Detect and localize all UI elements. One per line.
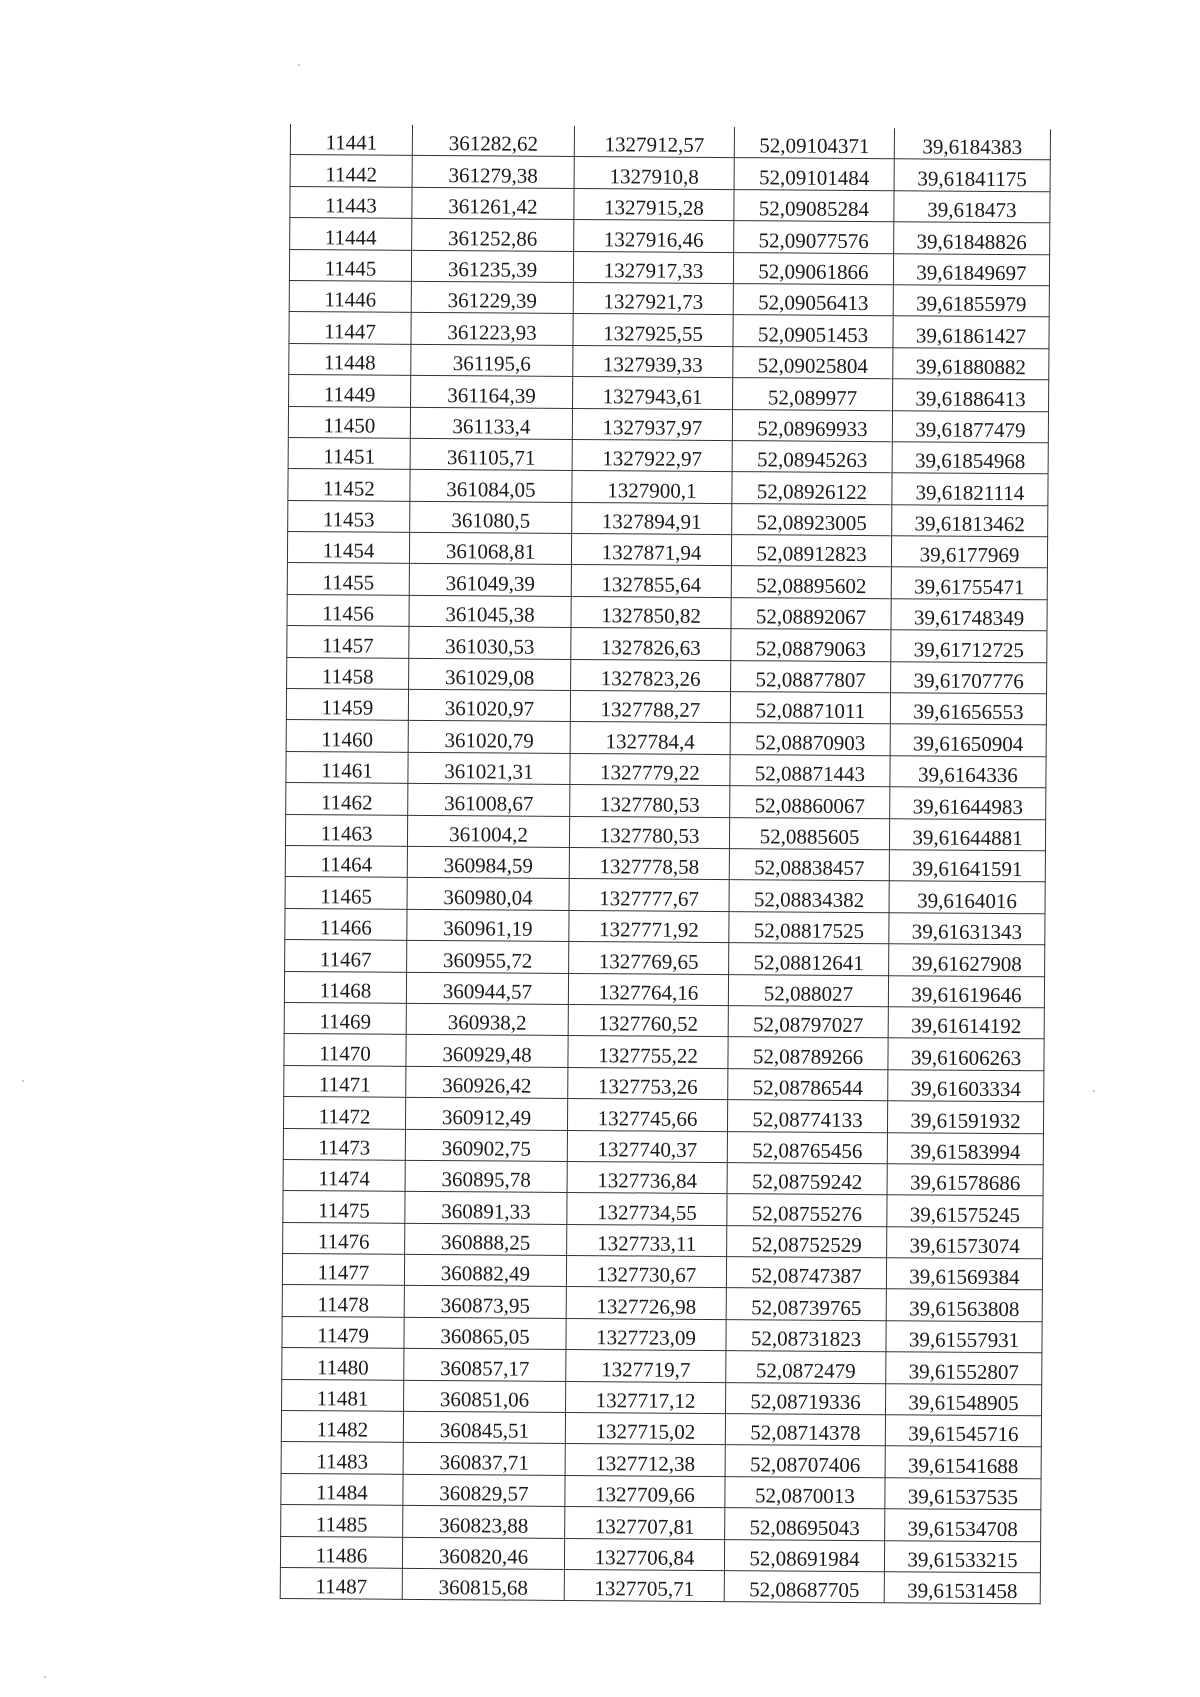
point-number-cell: 11478 [282,1285,404,1317]
y-coordinate-cell: 1327788,27 [570,691,730,724]
point-number-cell: 11449 [289,375,411,407]
table-row [287,657,1047,694]
latitude-cell: 52,0872479 [726,1351,886,1384]
point-number-cell: 11476 [283,1222,405,1254]
table-row [281,1473,1041,1510]
point-number-cell: 11479 [282,1316,404,1348]
y-coordinate-cell: 1327779,22 [570,753,730,786]
longitude-cell: 39,618473 [894,190,1050,222]
x-coordinate-cell: 360837,71 [403,1443,565,1476]
latitude-cell: 52,09056413 [733,284,893,317]
latitude-cell: 52,09051453 [733,315,893,348]
x-coordinate-cell: 361084,05 [410,470,572,503]
x-coordinate-cell: 360815,68 [402,1568,564,1601]
latitude-cell: 52,08765456 [727,1131,887,1164]
table-row [290,155,1050,192]
y-coordinate-cell: 1327894,91 [572,502,732,535]
y-coordinate-cell: 1327915,28 [574,188,734,221]
table-row [285,814,1045,851]
y-coordinate-cell: 1327925,55 [573,314,733,347]
x-coordinate-cell: 361004,2 [407,815,569,848]
y-coordinate-cell: 1327705,71 [564,1569,724,1602]
point-number-cell: 11442 [290,155,412,187]
point-number-cell: 11463 [285,814,407,846]
point-number-cell: 11484 [281,1473,403,1505]
x-coordinate-cell: 360873,95 [404,1286,566,1319]
longitude-cell: 39,61533215 [884,1540,1040,1572]
latitude-cell: 52,09101484 [734,158,894,191]
point-number-cell: 11470 [284,1034,406,1066]
longitude-cell: 39,61656553 [890,693,1046,725]
y-coordinate-cell: 1327719,7 [566,1350,726,1383]
y-coordinate-cell: 1327730,67 [566,1256,726,1289]
table-row [288,469,1048,506]
latitude-cell: 52,09104371 [734,127,894,159]
x-coordinate-cell: 360895,78 [405,1160,567,1193]
x-coordinate-cell: 360891,33 [405,1192,567,1225]
x-coordinate-cell: 360888,25 [405,1223,567,1256]
x-coordinate-cell: 361080,5 [410,501,572,534]
latitude-cell: 52,08739765 [726,1288,886,1321]
latitude-cell: 52,08871443 [730,754,890,787]
x-coordinate-cell: 360865,05 [404,1317,566,1350]
point-number-cell: 11482 [281,1410,403,1442]
x-coordinate-cell: 360961,19 [407,909,569,942]
x-coordinate-cell: 361261,42 [412,187,574,220]
x-coordinate-cell: 360912,49 [405,1097,567,1130]
point-number-cell: 11443 [290,186,412,218]
y-coordinate-cell: 1327745,66 [567,1099,727,1132]
point-number-cell: 11480 [282,1348,404,1380]
y-coordinate-cell: 1327709,66 [565,1475,725,1508]
y-coordinate-cell: 1327916,46 [574,220,734,253]
latitude-cell: 52,08731823 [726,1319,886,1352]
point-number-cell: 11452 [288,469,410,501]
y-coordinate-cell: 1327733,11 [567,1224,727,1257]
table-row [283,1097,1043,1134]
x-coordinate-cell: 361223,93 [411,313,573,346]
point-number-cell: 11454 [287,532,409,564]
latitude-cell: 52,08789266 [728,1037,888,1070]
longitude-cell: 39,61821114 [892,473,1048,505]
x-coordinate-cell: 360926,42 [406,1066,568,1099]
latitude-cell: 52,08870903 [730,723,890,756]
table-row [283,1128,1043,1165]
latitude-cell: 52,0885605 [729,817,889,850]
x-coordinate-cell: 360845,51 [403,1411,565,1444]
point-number-cell: 11453 [288,500,410,532]
latitude-cell: 52,08912823 [731,535,891,568]
y-coordinate-cell: 1327900,1 [572,471,732,504]
longitude-cell: 39,61877479 [892,410,1048,442]
longitude-cell: 39,61548905 [886,1383,1042,1415]
point-number-cell: 11456 [287,594,409,626]
x-coordinate-cell: 361105,71 [410,438,572,471]
x-coordinate-cell: 361029,08 [409,658,571,691]
longitude-cell: 39,61813462 [892,504,1048,536]
x-coordinate-cell: 361020,97 [408,689,570,722]
x-coordinate-cell: 361030,53 [409,627,571,660]
table-row [286,783,1046,820]
x-coordinate-cell: 360882,49 [404,1254,566,1287]
point-number-cell: 11448 [289,343,411,375]
latitude-cell: 52,08747387 [726,1257,886,1290]
latitude-cell: 52,08945263 [732,441,892,474]
y-coordinate-cell: 1327771,92 [569,910,729,943]
point-number-cell: 11467 [285,940,407,972]
longitude-cell: 39,61748349 [891,599,1047,631]
longitude-cell: 39,61614192 [888,1007,1044,1039]
latitude-cell: 52,08786544 [728,1068,888,1101]
longitude-cell: 39,61886413 [893,379,1049,411]
longitude-cell: 39,61541688 [885,1446,1041,1478]
y-coordinate-cell: 1327760,52 [568,1004,728,1037]
point-number-cell: 11445 [289,249,411,281]
x-coordinate-cell: 360984,59 [407,846,569,879]
table-row [282,1379,1042,1416]
point-number-cell: 11460 [286,720,408,752]
table-row [281,1442,1041,1479]
point-number-cell: 11485 [281,1505,403,1537]
longitude-cell: 39,61849697 [893,253,1049,285]
y-coordinate-cell: 1327922,97 [572,439,732,472]
latitude-cell: 52,08774133 [727,1100,887,1133]
point-number-cell: 11444 [290,218,412,250]
longitude-cell: 39,61569384 [886,1258,1042,1290]
latitude-cell: 52,088027 [728,974,888,1007]
longitude-cell: 39,61575245 [887,1195,1043,1227]
longitude-cell: 39,6184383 [894,128,1050,160]
scan-speck [44,1676,46,1678]
latitude-cell: 52,08797027 [728,1006,888,1039]
longitude-cell: 39,61861427 [893,316,1049,348]
point-number-cell: 11487 [280,1567,402,1599]
table-row [288,437,1048,474]
longitude-cell: 39,61631343 [889,912,1045,944]
point-number-cell: 11473 [283,1128,405,1160]
point-number-cell: 11469 [284,1002,406,1034]
longitude-cell: 39,61531458 [884,1572,1040,1604]
point-number-cell: 11481 [282,1379,404,1411]
point-number-cell: 11464 [285,845,407,877]
x-coordinate-cell: 360823,88 [403,1506,565,1539]
table-row [283,1159,1043,1196]
x-coordinate-cell: 361049,39 [409,564,571,597]
y-coordinate-cell: 1327778,58 [569,847,729,880]
latitude-cell: 52,08759242 [727,1162,887,1195]
x-coordinate-cell: 361164,39 [411,375,573,408]
point-number-cell: 11483 [281,1442,403,1474]
x-coordinate-cell: 360929,48 [406,1035,568,1068]
table-row [286,689,1046,726]
longitude-cell: 39,61707776 [891,661,1047,693]
y-coordinate-cell: 1327780,53 [570,785,730,818]
longitude-cell: 39,61578686 [887,1164,1043,1196]
point-number-cell: 11475 [283,1191,405,1223]
table-row [282,1254,1042,1291]
latitude-cell: 52,08923005 [732,503,892,536]
latitude-cell: 52,08877807 [731,660,891,693]
latitude-cell: 52,09061866 [733,252,893,285]
x-coordinate-cell: 360980,04 [407,878,569,911]
latitude-cell: 52,08895602 [731,566,891,599]
longitude-cell: 39,61841175 [894,159,1050,191]
y-coordinate-cell: 1327937,97 [572,408,732,441]
y-coordinate-cell: 1327917,33 [573,251,733,284]
x-coordinate-cell: 361020,79 [408,721,570,754]
table-row [287,532,1047,569]
longitude-cell: 39,61644881 [889,818,1045,850]
y-coordinate-cell: 1327715,02 [565,1412,725,1445]
latitude-cell: 52,08838457 [729,849,889,882]
latitude-cell: 52,08714378 [725,1414,885,1447]
y-coordinate-cell: 1327850,82 [571,596,731,629]
point-number-cell: 11447 [289,312,411,344]
point-number-cell: 11441 [290,124,412,156]
latitude-cell: 52,08817525 [729,911,889,944]
table-row [287,563,1047,600]
latitude-cell: 52,08752529 [727,1225,887,1258]
longitude-cell: 39,61534708 [885,1509,1041,1541]
y-coordinate-cell: 1327740,37 [567,1130,727,1163]
longitude-cell: 39,61755471 [891,567,1047,599]
table-row [287,594,1047,631]
latitude-cell: 52,089977 [733,378,893,411]
y-coordinate-cell: 1327726,98 [566,1287,726,1320]
point-number-cell: 11451 [288,437,410,469]
point-number-cell: 11468 [284,971,406,1003]
longitude-cell: 39,61563808 [886,1289,1042,1321]
y-coordinate-cell: 1327734,55 [567,1193,727,1226]
table-row [286,720,1046,757]
point-number-cell: 11472 [283,1097,405,1129]
y-coordinate-cell: 1327823,26 [571,659,731,692]
table-row [283,1222,1043,1259]
y-coordinate-cell: 1327912,57 [574,126,734,158]
point-number-cell: 11486 [280,1536,402,1568]
latitude-cell: 52,08860067 [730,786,890,819]
y-coordinate-cell: 1327706,84 [564,1538,724,1571]
table-row [283,1191,1043,1228]
x-coordinate-cell: 361133,4 [410,407,572,440]
longitude-cell: 39,6164336 [890,756,1046,788]
longitude-cell: 39,61603334 [888,1069,1044,1101]
table-row [282,1316,1042,1353]
longitude-cell: 39,61552807 [886,1352,1042,1384]
y-coordinate-cell: 1327777,67 [569,879,729,912]
x-coordinate-cell: 360938,2 [406,1003,568,1036]
longitude-cell: 39,61606263 [888,1038,1044,1070]
point-number-cell: 11450 [288,406,410,438]
latitude-cell: 52,09077576 [734,221,894,254]
point-number-cell: 11446 [289,280,411,312]
latitude-cell: 52,09025804 [733,346,893,379]
x-coordinate-cell: 360857,17 [404,1349,566,1382]
x-coordinate-cell: 360902,75 [405,1129,567,1162]
longitude-cell: 39,61557931 [886,1321,1042,1353]
scan-speck [1093,1090,1095,1092]
y-coordinate-cell: 1327855,64 [571,565,731,598]
coordinate-table [280,124,1051,1605]
x-coordinate-cell: 361229,39 [411,281,573,314]
x-coordinate-cell: 360955,72 [407,940,569,973]
point-number-cell: 11465 [285,877,407,909]
table-row [290,186,1050,223]
longitude-cell: 39,61712725 [891,630,1047,662]
table-row [288,500,1048,537]
x-coordinate-cell: 361045,38 [409,595,571,628]
longitude-cell: 39,61854968 [892,442,1048,474]
latitude-cell: 52,08707406 [725,1445,885,1478]
longitude-cell: 39,61644983 [890,787,1046,819]
latitude-cell: 52,08969933 [732,409,892,442]
longitude-cell: 39,61583994 [887,1132,1043,1164]
longitude-cell: 39,61573074 [887,1226,1043,1258]
longitude-cell: 39,61880882 [893,347,1049,379]
longitude-cell: 39,61537535 [885,1477,1041,1509]
longitude-cell: 39,61545716 [885,1415,1041,1447]
scan-speck [22,1080,24,1082]
y-coordinate-cell: 1327723,09 [566,1318,726,1351]
y-coordinate-cell: 1327712,38 [565,1444,725,1477]
table-row [286,751,1046,788]
latitude-cell: 52,0870013 [725,1476,885,1509]
longitude-cell: 39,61641591 [889,850,1045,882]
y-coordinate-cell: 1327921,73 [573,282,733,315]
longitude-cell: 39,61848826 [894,222,1050,254]
x-coordinate-cell: 360829,57 [403,1474,565,1507]
longitude-cell: 39,61591932 [887,1101,1043,1133]
x-coordinate-cell: 361282,62 [412,125,574,157]
longitude-cell: 39,6177969 [891,536,1047,568]
x-coordinate-cell: 361252,86 [412,219,574,252]
latitude-cell: 52,08892067 [731,597,891,630]
point-number-cell: 11474 [283,1159,405,1191]
point-number-cell: 11466 [285,908,407,940]
table-row [280,1567,1040,1604]
latitude-cell: 52,08719336 [726,1382,886,1415]
latitude-cell: 52,08871011 [730,692,890,725]
y-coordinate-cell: 1327784,4 [570,722,730,755]
point-number-cell: 11477 [282,1254,404,1286]
coordinate-table-body [280,124,1050,1604]
x-coordinate-cell: 361279,38 [412,156,574,189]
x-coordinate-cell: 361021,31 [408,752,570,785]
y-coordinate-cell: 1327736,84 [567,1161,727,1194]
y-coordinate-cell: 1327707,81 [565,1507,725,1540]
y-coordinate-cell: 1327780,53 [569,816,729,849]
latitude-cell: 52,08691984 [724,1539,884,1572]
y-coordinate-cell: 1327764,16 [568,973,728,1006]
latitude-cell: 52,08755276 [727,1194,887,1227]
y-coordinate-cell: 1327769,65 [569,942,729,975]
table-row [287,626,1047,663]
latitude-cell: 52,08926122 [732,472,892,505]
table-row [282,1348,1042,1385]
longitude-cell: 39,61627908 [889,944,1045,976]
x-coordinate-cell: 361235,39 [411,250,573,283]
latitude-cell: 52,09085284 [734,189,894,222]
table-row [282,1285,1042,1322]
longitude-cell: 39,61650904 [890,724,1046,756]
y-coordinate-cell: 1327939,33 [573,345,733,378]
scan-speck [298,64,300,66]
point-number-cell: 11461 [286,751,408,783]
y-coordinate-cell: 1327943,61 [573,377,733,410]
point-number-cell: 11462 [286,783,408,815]
longitude-cell: 39,61855979 [893,285,1049,317]
x-coordinate-cell: 361008,67 [408,784,570,817]
x-coordinate-cell: 360851,06 [404,1380,566,1413]
point-number-cell: 11459 [286,689,408,721]
x-coordinate-cell: 360944,57 [406,972,568,1005]
latitude-cell: 52,08812641 [729,943,889,976]
point-number-cell: 11458 [287,657,409,689]
y-coordinate-cell: 1327910,8 [574,157,734,190]
point-number-cell: 11457 [287,626,409,658]
y-coordinate-cell: 1327717,12 [566,1381,726,1414]
latitude-cell: 52,08834382 [729,880,889,913]
y-coordinate-cell: 1327755,22 [568,1036,728,1069]
latitude-cell: 52,08879063 [731,629,891,662]
latitude-cell: 52,08687705 [724,1571,884,1604]
y-coordinate-cell: 1327871,94 [571,534,731,567]
x-coordinate-cell: 361068,81 [409,532,571,565]
x-coordinate-cell: 361195,6 [411,344,573,377]
y-coordinate-cell: 1327753,26 [568,1067,728,1100]
y-coordinate-cell: 1327826,63 [571,628,731,661]
latitude-cell: 52,08695043 [725,1508,885,1541]
table-row [281,1410,1041,1447]
longitude-cell: 39,61619646 [888,975,1044,1007]
point-number-cell: 11471 [284,1065,406,1097]
x-coordinate-cell: 360820,46 [402,1537,564,1570]
longitude-cell: 39,6164016 [889,881,1045,913]
point-number-cell: 11455 [287,563,409,595]
